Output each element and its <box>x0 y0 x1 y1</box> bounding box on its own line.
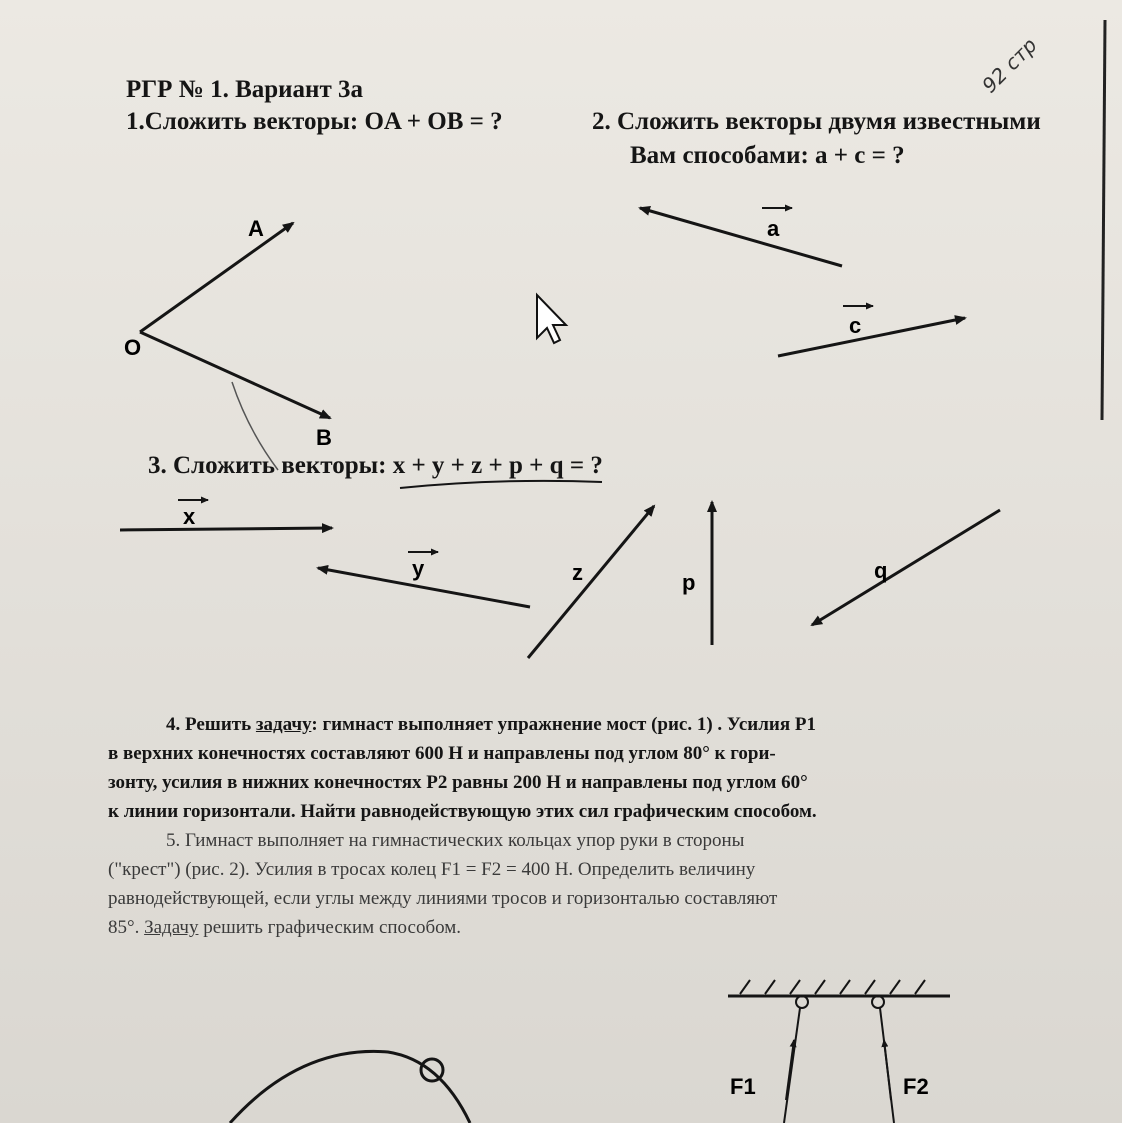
vector-c <box>778 318 965 356</box>
vector-ob <box>140 332 330 418</box>
page-border-line <box>1102 20 1105 420</box>
task5-line2: ("крест") (рис. 2). Усилия в тросах колец F1 = F2 = 400 Н. Определить величину <box>108 859 756 880</box>
label-z: z <box>572 560 583 585</box>
task4-line2: в верхних конечностях составляют 600 Н и направлены под углом 80° к гори- <box>108 743 776 764</box>
task5-line4-start: 85°. <box>108 917 145 938</box>
task4-lead-underlined: задачу <box>255 714 312 735</box>
ceiling-hatching <box>740 980 925 994</box>
vector-z <box>528 506 654 658</box>
label-b: B <box>316 425 332 450</box>
task2-text-line2: Вам способами: a + c = ? <box>630 142 905 169</box>
label-x: x <box>183 504 196 529</box>
vector-a <box>640 208 842 266</box>
task4-line4: к линии горизонтали. Найти равнодействующую этих сил графическим способом. <box>108 801 817 822</box>
label-a: a <box>767 216 780 241</box>
force-f1-arrow <box>786 1040 794 1100</box>
vector-oa <box>140 223 293 332</box>
label-f1: F1 <box>730 1074 756 1099</box>
vector-x <box>120 528 332 530</box>
task4-line3: зонту, усилия в нижних конечностях Р2 равны 200 Н и направлены под углом 60° <box>108 772 808 793</box>
label-q: q <box>874 558 888 583</box>
label-y: y <box>412 556 425 581</box>
mouse-cursor-icon <box>537 295 566 343</box>
label-o: O <box>124 335 142 360</box>
task5-line3: равнодействующей, если углы между линиями тросов и горизонталью составляют <box>108 888 778 909</box>
pencil-scribble <box>232 382 278 470</box>
task4-lead: 4. Решить <box>166 714 256 735</box>
figure1-bridge <box>230 1051 470 1123</box>
task2-figure <box>640 208 965 356</box>
label-f2: F2 <box>903 1074 929 1099</box>
task5-line4-rest: решить графическим способом. <box>198 917 462 938</box>
vector-q <box>812 510 1000 625</box>
figure2-rings <box>728 980 950 1123</box>
left-pivot <box>796 996 808 1008</box>
bridge-arc <box>230 1051 470 1123</box>
corner-note: 92 стр <box>977 33 1042 98</box>
task5-line1: 5. Гимнаст выполняет на гимнастических кольцах упор руки в стороны <box>166 830 745 851</box>
task2-text-line1: 2. Сложить векторы двумя известными <box>592 108 1041 135</box>
label-c: c <box>849 313 862 338</box>
left-rope <box>784 1008 800 1123</box>
label-a: A <box>248 216 264 241</box>
task3-underline <box>400 481 602 488</box>
task3-text: 3. Сложить векторы: x + y + z + p + q = ? <box>148 452 603 479</box>
task5-line4-underlined: Задачу <box>144 917 199 938</box>
right-pivot <box>872 996 884 1008</box>
task3-figure <box>120 500 1000 658</box>
task4-line1-rest: : гимнаст выполняет упражнение мост (рис. 1) . Усилия Р1 <box>311 714 816 735</box>
page-title: РГР № 1. Вариант 3а <box>126 76 363 103</box>
task1-figure <box>124 216 332 470</box>
task1-text: 1.Сложить векторы: OA + OB = ? <box>126 108 503 135</box>
label-p: p <box>682 570 696 595</box>
force-f2-arrow <box>884 1040 891 1100</box>
